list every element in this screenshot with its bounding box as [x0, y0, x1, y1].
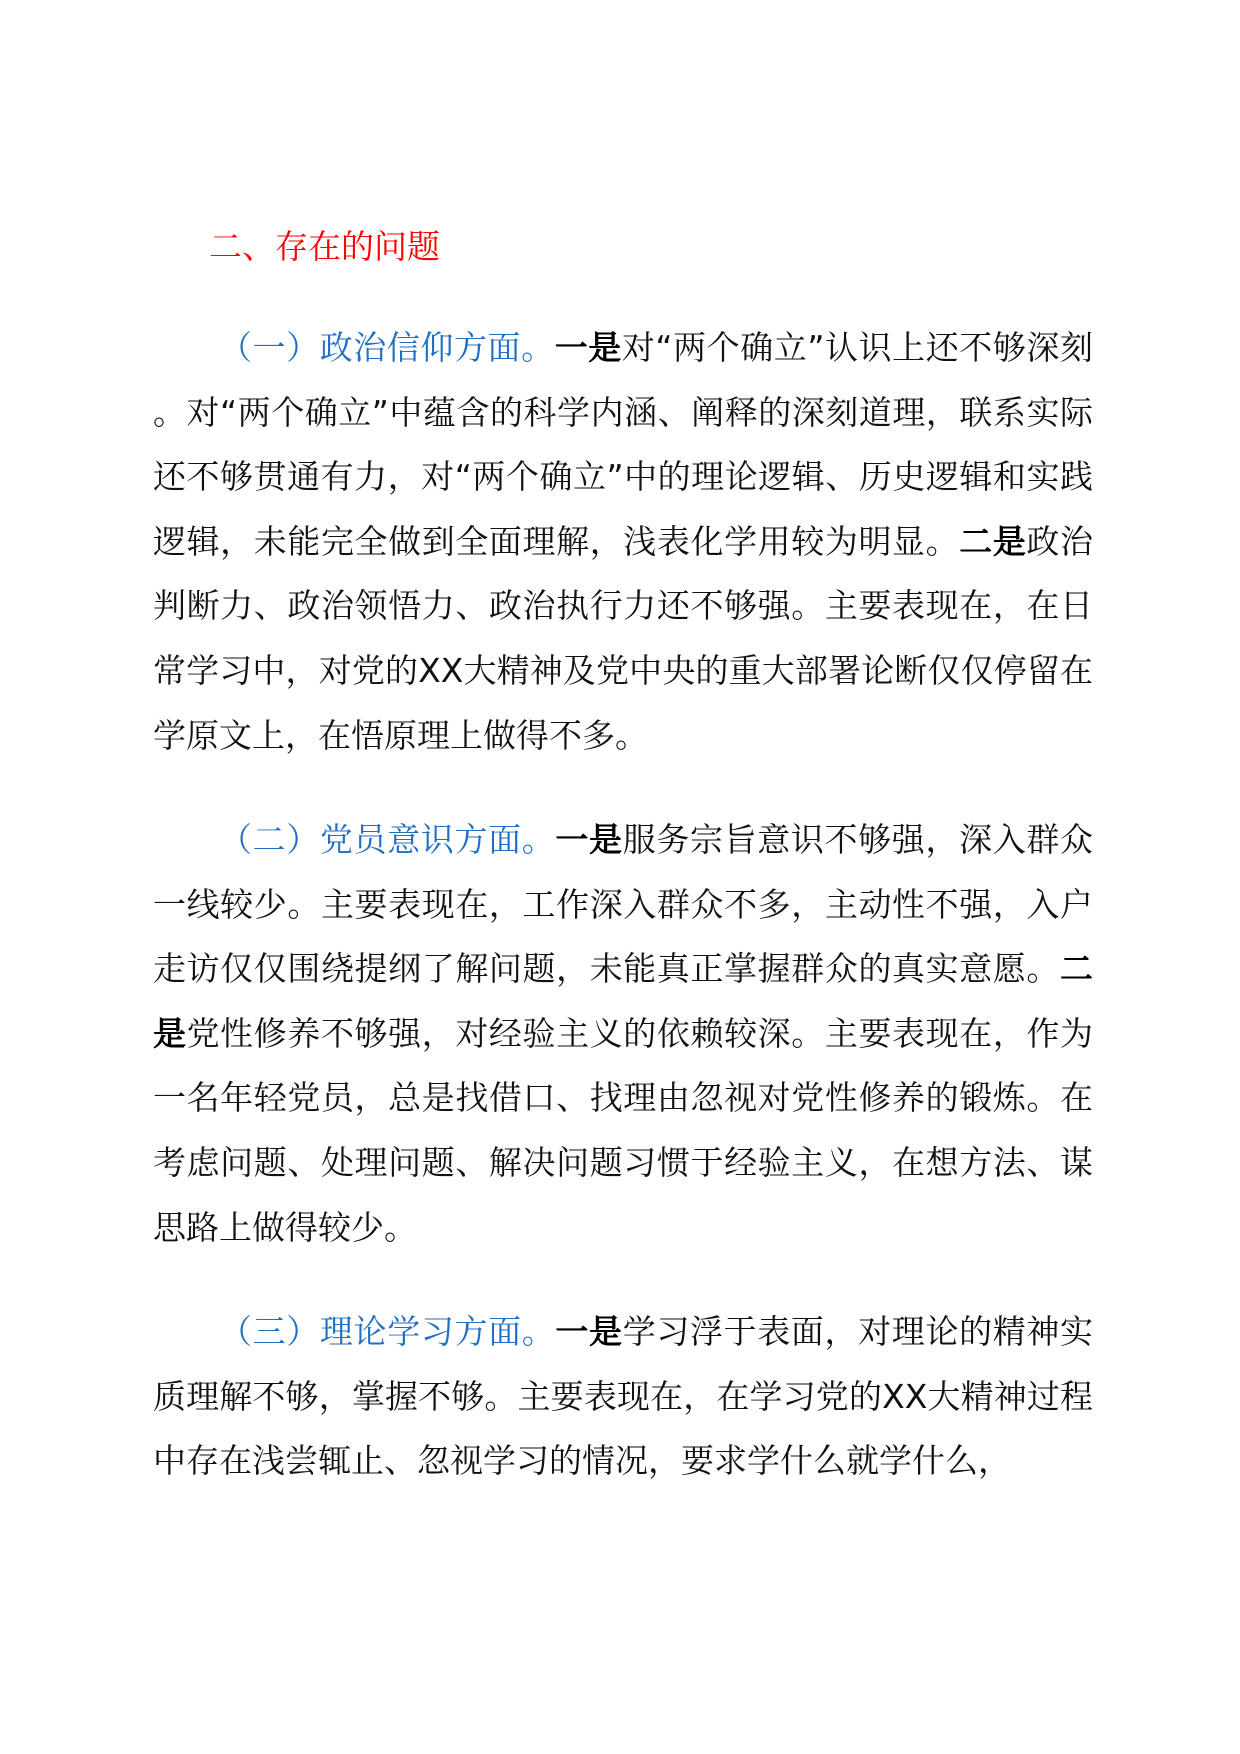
sub-heading-party-awareness: （二）党员意识方面。: [219, 820, 556, 859]
paragraph-text: 对“两个确立”认识上还不够深刻。对“两个确立”中蕴含的科学内涵、阐释的深刻道理，联系实际还不够贯通有力，对“两个确立”中的理论逻辑、历史逻辑和实践逻辑，未能完全做到全面理解，浅表化学用较为明显。: [153, 328, 1094, 561]
lead-marker-first: 一是: [555, 820, 623, 859]
paragraph-text: 服务宗旨意识不够强，深入群众一线较少。主要表现在，工作深入群众不多，主动性不强，入户走访仅仅围绕提纲了解问题，未能真正掌握群众的真实意愿。: [153, 820, 1094, 989]
paragraph-party-awareness: [153, 808, 1093, 1260]
lead-marker-first: 一是: [555, 1312, 623, 1351]
paragraph-text: 党性修养不够强，对经验主义的依赖较深。主要表现在，作为一名年轻党员，总是找借口、找理由忽视对党性修养的锻炼。在考虑问题、处理问题、解决问题习惯于经验主义，在想方法、谋思路上做得较少。: [153, 1013, 1094, 1247]
lead-marker-second: 二是: [959, 521, 1027, 561]
paragraph-theory-study: [153, 1300, 1093, 1494]
section-heading: 二、存在的问题: [209, 227, 440, 266]
paragraph-text: 学习浮于表面，对理论的精神实质理解不够，掌握不够。主要表现在，在学习党的XX大精神过程中存在浅尝辄止、忽视学习的情况，要求学什么就学什么，: [153, 1312, 1094, 1481]
lead-marker-second: 二是: [153, 949, 1093, 1053]
sub-heading-theory-study: （三）理论学习方面。: [219, 1312, 556, 1351]
paragraph-text: 政治判断力、政治领悟力、政治执行力还不够强。主要表现在，在日常学习中，对党的XX大精神及党中央的重大部署论断仅仅停留在学原文上，在悟原理上做得不多。: [153, 521, 1094, 755]
lead-marker-first: 一是: [554, 328, 622, 367]
paragraph-political-belief: [153, 316, 1093, 768]
sub-heading-political-belief: （一）政治信仰方面。: [219, 328, 555, 367]
